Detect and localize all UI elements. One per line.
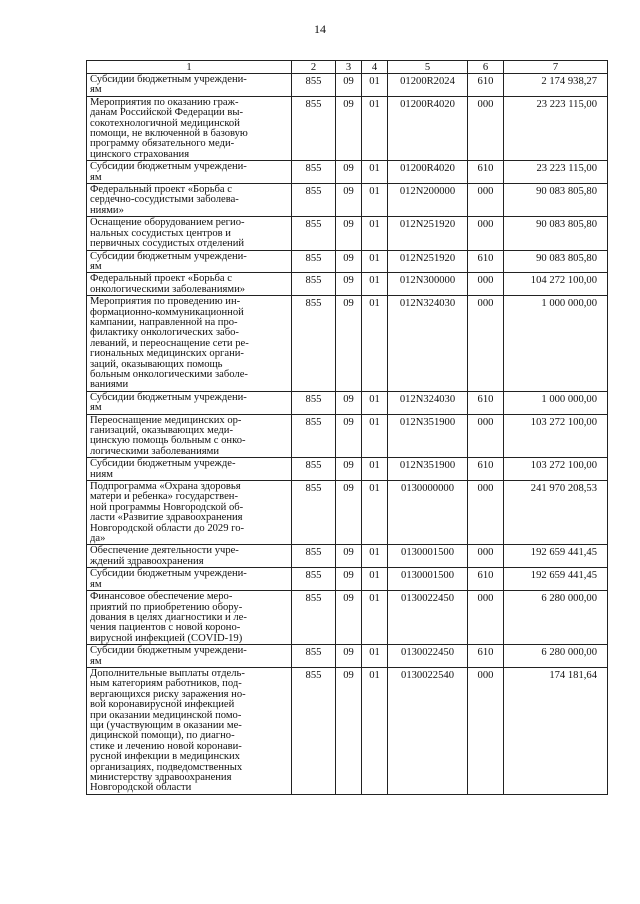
target-article-code: 0130001500 bbox=[388, 545, 468, 568]
section-code: 09 bbox=[336, 74, 362, 97]
expense-type-code: 610 bbox=[468, 161, 504, 184]
expense-type-code: 610 bbox=[468, 458, 504, 481]
section-code: 09 bbox=[336, 161, 362, 184]
ministry-code: 855 bbox=[292, 414, 336, 458]
expense-type-code: 610 bbox=[468, 250, 504, 273]
subsection-code: 01 bbox=[362, 273, 388, 296]
target-article-code: 01200R4020 bbox=[388, 161, 468, 184]
item-name: Обеспечение деятельности учре- ждений здравоохранения bbox=[87, 545, 292, 568]
section-code: 09 bbox=[336, 568, 362, 591]
table-row bbox=[87, 414, 608, 458]
ministry-code: 855 bbox=[292, 391, 336, 414]
amount: 192 659 441,45 bbox=[504, 545, 608, 568]
table-row bbox=[87, 184, 608, 217]
target-article-code: 012N251920 bbox=[388, 250, 468, 273]
amount: 23 223 115,00 bbox=[504, 96, 608, 160]
target-article-code: 012N324030 bbox=[388, 391, 468, 414]
table-row bbox=[87, 458, 608, 481]
item-name: Субсидии бюджетным учреждени- ям bbox=[87, 391, 292, 414]
subsection-code: 01 bbox=[362, 591, 388, 645]
target-article-code: 012N300000 bbox=[388, 273, 468, 296]
target-article-code: 012N200000 bbox=[388, 184, 468, 217]
ministry-code: 855 bbox=[292, 568, 336, 591]
expense-type-code: 000 bbox=[468, 273, 504, 296]
item-name: Мероприятия по оказанию граж- данам Российской Федерации вы- сокотехнологичной медицинской помощи, не включенной в базовую программу обязательного меди- цинского страхования bbox=[87, 96, 292, 160]
page-number: 14 bbox=[314, 22, 326, 36]
amount: 174 181,64 bbox=[504, 667, 608, 794]
section-code: 09 bbox=[336, 96, 362, 160]
column-header: 5 bbox=[388, 61, 468, 74]
target-article-code: 012N351900 bbox=[388, 458, 468, 481]
ministry-code: 855 bbox=[292, 161, 336, 184]
table-row bbox=[87, 481, 608, 545]
item-name: Подпрограмма «Охрана здоровья матери и ребенка» государствен- ной программы Новгородской об- ласти «Развитие здравоохранения Новгородской области до 2029 го- да» bbox=[87, 481, 292, 545]
budget-table bbox=[86, 60, 608, 795]
amount: 103 272 100,00 bbox=[504, 458, 608, 481]
column-header: 1 bbox=[87, 61, 292, 74]
amount: 241 970 208,53 bbox=[504, 481, 608, 545]
amount: 2 174 938,27 bbox=[504, 74, 608, 97]
table-row bbox=[87, 667, 608, 794]
target-article-code: 012N324030 bbox=[388, 296, 468, 392]
column-header: 2 bbox=[292, 61, 336, 74]
amount: 103 272 100,00 bbox=[504, 414, 608, 458]
item-name: Субсидии бюджетным учреждени- ям bbox=[87, 568, 292, 591]
budget-table-body bbox=[87, 74, 608, 795]
subsection-code: 01 bbox=[362, 161, 388, 184]
amount: 6 280 000,00 bbox=[504, 591, 608, 645]
subsection-code: 01 bbox=[362, 96, 388, 160]
table-row bbox=[87, 273, 608, 296]
amount: 90 083 805,80 bbox=[504, 250, 608, 273]
subsection-code: 01 bbox=[362, 250, 388, 273]
item-name: Переоснащение медицинских ор- ганизаций, оказывающих меди- цинскую помощь больным с онко- логическими заболеваниями bbox=[87, 414, 292, 458]
amount: 1 000 000,00 bbox=[504, 296, 608, 392]
target-article-code: 0130022450 bbox=[388, 645, 468, 668]
item-name: Субсидии бюджетным учреждени- ям bbox=[87, 74, 292, 97]
table-row bbox=[87, 391, 608, 414]
section-code: 09 bbox=[336, 391, 362, 414]
section-code: 09 bbox=[336, 273, 362, 296]
target-article-code: 0130001500 bbox=[388, 568, 468, 591]
table-row bbox=[87, 161, 608, 184]
target-article-code: 0130022540 bbox=[388, 667, 468, 794]
ministry-code: 855 bbox=[292, 217, 336, 250]
expense-type-code: 000 bbox=[468, 591, 504, 645]
amount: 90 083 805,80 bbox=[504, 184, 608, 217]
table-row bbox=[87, 645, 608, 668]
ministry-code: 855 bbox=[292, 591, 336, 645]
ministry-code: 855 bbox=[292, 481, 336, 545]
section-code: 09 bbox=[336, 645, 362, 668]
amount: 90 083 805,80 bbox=[504, 217, 608, 250]
column-header: 4 bbox=[362, 61, 388, 74]
column-number-row bbox=[87, 61, 608, 74]
ministry-code: 855 bbox=[292, 645, 336, 668]
section-code: 09 bbox=[336, 667, 362, 794]
ministry-code: 855 bbox=[292, 273, 336, 296]
column-header: 6 bbox=[468, 61, 504, 74]
expense-type-code: 610 bbox=[468, 568, 504, 591]
item-name: Субсидии бюджетным учреждени- ям bbox=[87, 250, 292, 273]
ministry-code: 855 bbox=[292, 74, 336, 97]
table-row bbox=[87, 296, 608, 392]
subsection-code: 01 bbox=[362, 667, 388, 794]
section-code: 09 bbox=[336, 458, 362, 481]
subsection-code: 01 bbox=[362, 545, 388, 568]
expense-type-code: 000 bbox=[468, 481, 504, 545]
expense-type-code: 000 bbox=[468, 667, 504, 794]
table-row bbox=[87, 591, 608, 645]
ministry-code: 855 bbox=[292, 667, 336, 794]
table-row bbox=[87, 96, 608, 160]
item-name: Финансовое обеспечение меро- приятий по приобретению обору- дования в целях диагностики и ле- чения пациентов с новой короно- вирусной инфекцией (COVID-19) bbox=[87, 591, 292, 645]
table-row bbox=[87, 74, 608, 97]
target-article-code: 01200R2024 bbox=[388, 74, 468, 97]
subsection-code: 01 bbox=[362, 296, 388, 392]
section-code: 09 bbox=[336, 296, 362, 392]
table-row bbox=[87, 250, 608, 273]
item-name: Дополнительные выплаты отдель- ным категориям работников, под- вергающихся риску заражения но- вой коронавирусной инфекцией при оказании медицинской помо- щи (участвующим в оказании ме- дицинской помощи), по диагно- стике и лечению новой коронави- русной инфекции в медицинских организациях, подведомственных министерству здравоохранения Новгородской области bbox=[87, 667, 292, 794]
subsection-code: 01 bbox=[362, 481, 388, 545]
section-code: 09 bbox=[336, 414, 362, 458]
table-row bbox=[87, 217, 608, 250]
item-name: Субсидии бюджетным учреждени- ям bbox=[87, 161, 292, 184]
subsection-code: 01 bbox=[362, 645, 388, 668]
expense-type-code: 610 bbox=[468, 74, 504, 97]
expense-type-code: 000 bbox=[468, 296, 504, 392]
item-name: Субсидии бюджетным учреждени- ям bbox=[87, 645, 292, 668]
amount: 6 280 000,00 bbox=[504, 645, 608, 668]
column-header: 7 bbox=[504, 61, 608, 74]
subsection-code: 01 bbox=[362, 391, 388, 414]
amount: 104 272 100,00 bbox=[504, 273, 608, 296]
expense-type-code: 610 bbox=[468, 391, 504, 414]
expense-type-code: 000 bbox=[468, 96, 504, 160]
section-code: 09 bbox=[336, 217, 362, 250]
table-row bbox=[87, 545, 608, 568]
target-article-code: 0130000000 bbox=[388, 481, 468, 545]
amount: 23 223 115,00 bbox=[504, 161, 608, 184]
amount: 1 000 000,00 bbox=[504, 391, 608, 414]
section-code: 09 bbox=[336, 591, 362, 645]
target-article-code: 012N351900 bbox=[388, 414, 468, 458]
ministry-code: 855 bbox=[292, 184, 336, 217]
expense-type-code: 000 bbox=[468, 217, 504, 250]
ministry-code: 855 bbox=[292, 458, 336, 481]
ministry-code: 855 bbox=[292, 250, 336, 273]
section-code: 09 bbox=[336, 250, 362, 273]
ministry-code: 855 bbox=[292, 545, 336, 568]
target-article-code: 01200R4020 bbox=[388, 96, 468, 160]
subsection-code: 01 bbox=[362, 74, 388, 97]
column-header: 3 bbox=[336, 61, 362, 74]
target-article-code: 012N251920 bbox=[388, 217, 468, 250]
section-code: 09 bbox=[336, 481, 362, 545]
item-name: Оснащение оборудованием регио- нальных сосудистых центров и первичных сосудистых отделений bbox=[87, 217, 292, 250]
amount: 192 659 441,45 bbox=[504, 568, 608, 591]
item-name: Субсидии бюджетным учрежде- ниям bbox=[87, 458, 292, 481]
item-name: Федеральный проект «Борьба с сердечно-сосудистыми заболева- ниями» bbox=[87, 184, 292, 217]
subsection-code: 01 bbox=[362, 414, 388, 458]
section-code: 09 bbox=[336, 184, 362, 217]
subsection-code: 01 bbox=[362, 458, 388, 481]
expense-type-code: 610 bbox=[468, 645, 504, 668]
subsection-code: 01 bbox=[362, 568, 388, 591]
expense-type-code: 000 bbox=[468, 184, 504, 217]
section-code: 09 bbox=[336, 545, 362, 568]
expense-type-code: 000 bbox=[468, 414, 504, 458]
ministry-code: 855 bbox=[292, 296, 336, 392]
target-article-code: 0130022450 bbox=[388, 591, 468, 645]
table-row bbox=[87, 568, 608, 591]
subsection-code: 01 bbox=[362, 217, 388, 250]
expense-type-code: 000 bbox=[468, 545, 504, 568]
subsection-code: 01 bbox=[362, 184, 388, 217]
item-name: Мероприятия по проведению ин- формационно-коммуникационной кампании, направленной на про- филактику онкологических забо- леваний, и переоснащение сети ре- гиональных медицинских органи- заций, оказывающих помощь больным онкологическими заболе- ваниями bbox=[87, 296, 292, 392]
ministry-code: 855 bbox=[292, 96, 336, 160]
item-name: Федеральный проект «Борьба с онкологическими заболеваниями» bbox=[87, 273, 292, 296]
